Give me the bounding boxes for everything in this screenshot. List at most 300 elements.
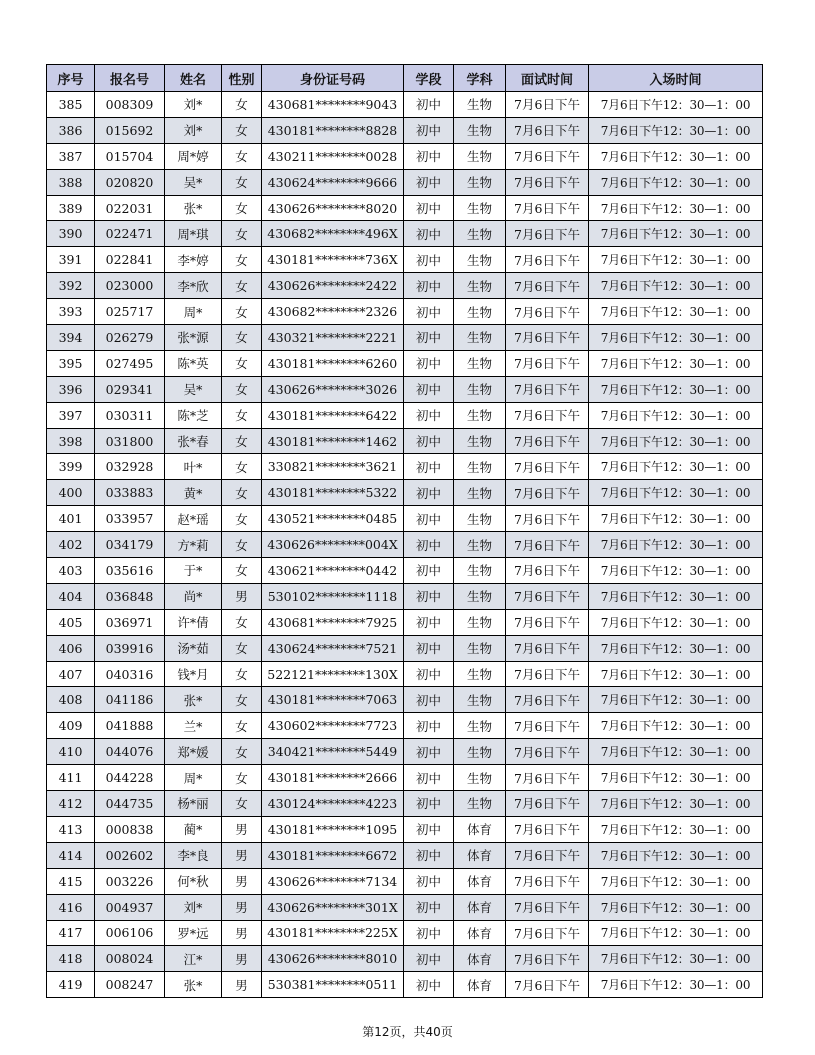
table-row bbox=[47, 661, 763, 687]
header-row bbox=[47, 65, 763, 92]
cell-subject: 生物 bbox=[454, 221, 506, 247]
cell-level: 初中 bbox=[404, 661, 454, 687]
cell-gender: 女 bbox=[222, 428, 262, 454]
cell-reg-no: 040316 bbox=[95, 661, 165, 687]
cell-name: 于* bbox=[165, 558, 222, 584]
cell-index: 402 bbox=[47, 532, 95, 558]
cell-interview-time: 7月6日下午 bbox=[506, 816, 589, 842]
cell-entry-time: 7月6日下午12：30—1：00 bbox=[589, 325, 763, 351]
cell-interview-time: 7月6日下午 bbox=[506, 791, 589, 817]
cell-interview-time: 7月6日下午 bbox=[506, 195, 589, 221]
cell-subject: 生物 bbox=[454, 454, 506, 480]
cell-level: 初中 bbox=[404, 169, 454, 195]
cell-index: 391 bbox=[47, 247, 95, 273]
table-row bbox=[47, 221, 763, 247]
cell-interview-time: 7月6日下午 bbox=[506, 868, 589, 894]
cell-entry-time: 7月6日下午12：30—1：00 bbox=[589, 532, 763, 558]
cell-gender: 女 bbox=[222, 635, 262, 661]
cell-level: 初中 bbox=[404, 92, 454, 118]
cell-gender: 女 bbox=[222, 92, 262, 118]
cell-name: 刘* bbox=[165, 894, 222, 920]
table-row bbox=[47, 635, 763, 661]
cell-gender: 女 bbox=[222, 247, 262, 273]
cell-gender: 男 bbox=[222, 816, 262, 842]
cell-index: 419 bbox=[47, 972, 95, 998]
cell-reg-no: 035616 bbox=[95, 558, 165, 584]
cell-gender: 女 bbox=[222, 532, 262, 558]
cell-level: 初中 bbox=[404, 558, 454, 584]
cell-interview-time: 7月6日下午 bbox=[506, 169, 589, 195]
cell-subject: 生物 bbox=[454, 350, 506, 376]
cell-subject: 体育 bbox=[454, 894, 506, 920]
cell-name: 罗*远 bbox=[165, 920, 222, 946]
cell-name: 叶* bbox=[165, 454, 222, 480]
cell-index: 416 bbox=[47, 894, 95, 920]
cell-name: 江* bbox=[165, 946, 222, 972]
cell-id-number: 530102********1118 bbox=[262, 583, 404, 609]
table-row bbox=[47, 143, 763, 169]
col-header-index: 序号 bbox=[47, 65, 95, 92]
cell-id-number: 430181********1462 bbox=[262, 428, 404, 454]
cell-level: 初中 bbox=[404, 583, 454, 609]
cell-entry-time: 7月6日下午12：30—1：00 bbox=[589, 350, 763, 376]
cell-name: 黄* bbox=[165, 480, 222, 506]
cell-level: 初中 bbox=[404, 480, 454, 506]
cell-interview-time: 7月6日下午 bbox=[506, 350, 589, 376]
cell-index: 417 bbox=[47, 920, 95, 946]
cell-gender: 女 bbox=[222, 325, 262, 351]
cell-subject: 体育 bbox=[454, 868, 506, 894]
col-header-id-number: 身份证号码 bbox=[262, 65, 404, 92]
cell-gender: 女 bbox=[222, 558, 262, 584]
cell-reg-no: 008024 bbox=[95, 946, 165, 972]
cell-reg-no: 029341 bbox=[95, 376, 165, 402]
cell-gender: 女 bbox=[222, 791, 262, 817]
col-header-interview-time: 面试时间 bbox=[506, 65, 589, 92]
cell-gender: 女 bbox=[222, 143, 262, 169]
cell-index: 407 bbox=[47, 661, 95, 687]
cell-gender: 女 bbox=[222, 713, 262, 739]
cell-reg-no: 002602 bbox=[95, 842, 165, 868]
cell-index: 395 bbox=[47, 350, 95, 376]
cell-name: 陈*英 bbox=[165, 350, 222, 376]
cell-interview-time: 7月6日下午 bbox=[506, 635, 589, 661]
cell-name: 李*良 bbox=[165, 842, 222, 868]
cell-entry-time: 7月6日下午12：30—1：00 bbox=[589, 428, 763, 454]
cell-interview-time: 7月6日下午 bbox=[506, 609, 589, 635]
cell-subject: 生物 bbox=[454, 558, 506, 584]
cell-entry-time: 7月6日下午12：30—1：00 bbox=[589, 299, 763, 325]
cell-reg-no: 003226 bbox=[95, 868, 165, 894]
cell-reg-no: 033883 bbox=[95, 480, 165, 506]
cell-level: 初中 bbox=[404, 765, 454, 791]
cell-entry-time: 7月6日下午12：30—1：00 bbox=[589, 687, 763, 713]
cell-interview-time: 7月6日下午 bbox=[506, 273, 589, 299]
cell-level: 初中 bbox=[404, 350, 454, 376]
table-row bbox=[47, 376, 763, 402]
cell-id-number: 430621********0442 bbox=[262, 558, 404, 584]
cell-index: 399 bbox=[47, 454, 95, 480]
cell-subject: 生物 bbox=[454, 376, 506, 402]
col-header-name: 姓名 bbox=[165, 65, 222, 92]
cell-index: 413 bbox=[47, 816, 95, 842]
table-row bbox=[47, 402, 763, 428]
cell-subject: 生物 bbox=[454, 273, 506, 299]
cell-index: 415 bbox=[47, 868, 95, 894]
col-header-gender: 性别 bbox=[222, 65, 262, 92]
cell-name: 张* bbox=[165, 687, 222, 713]
table-row bbox=[47, 791, 763, 817]
cell-reg-no: 027495 bbox=[95, 350, 165, 376]
cell-id-number: 530381********0511 bbox=[262, 972, 404, 998]
cell-gender: 女 bbox=[222, 376, 262, 402]
cell-index: 418 bbox=[47, 946, 95, 972]
table-row bbox=[47, 713, 763, 739]
cell-name: 许*倩 bbox=[165, 609, 222, 635]
cell-subject: 体育 bbox=[454, 816, 506, 842]
cell-interview-time: 7月6日下午 bbox=[506, 506, 589, 532]
cell-name: 赵*瑶 bbox=[165, 506, 222, 532]
cell-entry-time: 7月6日下午12：30—1：00 bbox=[589, 894, 763, 920]
cell-interview-time: 7月6日下午 bbox=[506, 117, 589, 143]
cell-entry-time: 7月6日下午12：30—1：00 bbox=[589, 868, 763, 894]
cell-subject: 生物 bbox=[454, 195, 506, 221]
table-row bbox=[47, 739, 763, 765]
cell-id-number: 430181********2666 bbox=[262, 765, 404, 791]
cell-level: 初中 bbox=[404, 713, 454, 739]
cell-name: 周*婷 bbox=[165, 143, 222, 169]
cell-id-number: 430681********7925 bbox=[262, 609, 404, 635]
cell-subject: 生物 bbox=[454, 532, 506, 558]
table-row bbox=[47, 195, 763, 221]
cell-index: 389 bbox=[47, 195, 95, 221]
roster-table bbox=[46, 64, 763, 998]
cell-subject: 生物 bbox=[454, 325, 506, 351]
cell-entry-time: 7月6日下午12：30—1：00 bbox=[589, 661, 763, 687]
cell-level: 初中 bbox=[404, 376, 454, 402]
cell-subject: 生物 bbox=[454, 765, 506, 791]
cell-interview-time: 7月6日下午 bbox=[506, 583, 589, 609]
cell-level: 初中 bbox=[404, 195, 454, 221]
cell-entry-time: 7月6日下午12：30—1：00 bbox=[589, 273, 763, 299]
cell-index: 385 bbox=[47, 92, 95, 118]
cell-interview-time: 7月6日下午 bbox=[506, 558, 589, 584]
col-header-reg-no: 报名号 bbox=[95, 65, 165, 92]
cell-subject: 生物 bbox=[454, 506, 506, 532]
cell-reg-no: 025717 bbox=[95, 299, 165, 325]
cell-level: 初中 bbox=[404, 739, 454, 765]
roster-body bbox=[47, 92, 763, 998]
cell-gender: 女 bbox=[222, 350, 262, 376]
cell-reg-no: 008247 bbox=[95, 972, 165, 998]
cell-name: 尚* bbox=[165, 583, 222, 609]
cell-subject: 生物 bbox=[454, 247, 506, 273]
cell-level: 初中 bbox=[404, 454, 454, 480]
cell-gender: 女 bbox=[222, 609, 262, 635]
cell-id-number: 430626********004X bbox=[262, 532, 404, 558]
cell-id-number: 430181********8828 bbox=[262, 117, 404, 143]
cell-index: 388 bbox=[47, 169, 95, 195]
cell-id-number: 430181********1095 bbox=[262, 816, 404, 842]
cell-gender: 女 bbox=[222, 454, 262, 480]
col-header-subject: 学科 bbox=[454, 65, 506, 92]
cell-interview-time: 7月6日下午 bbox=[506, 299, 589, 325]
cell-level: 初中 bbox=[404, 842, 454, 868]
cell-entry-time: 7月6日下午12：30—1：00 bbox=[589, 946, 763, 972]
cell-reg-no: 032928 bbox=[95, 454, 165, 480]
cell-entry-time: 7月6日下午12：30—1：00 bbox=[589, 169, 763, 195]
cell-entry-time: 7月6日下午12：30—1：00 bbox=[589, 221, 763, 247]
table-row bbox=[47, 583, 763, 609]
cell-level: 初中 bbox=[404, 791, 454, 817]
cell-id-number: 430124********4223 bbox=[262, 791, 404, 817]
cell-index: 390 bbox=[47, 221, 95, 247]
cell-level: 初中 bbox=[404, 117, 454, 143]
cell-entry-time: 7月6日下午12：30—1：00 bbox=[589, 247, 763, 273]
cell-id-number: 430681********9043 bbox=[262, 92, 404, 118]
cell-level: 初中 bbox=[404, 687, 454, 713]
cell-gender: 男 bbox=[222, 583, 262, 609]
cell-index: 387 bbox=[47, 143, 95, 169]
table-row bbox=[47, 558, 763, 584]
cell-gender: 女 bbox=[222, 221, 262, 247]
cell-index: 409 bbox=[47, 713, 95, 739]
cell-subject: 生物 bbox=[454, 739, 506, 765]
cell-gender: 男 bbox=[222, 868, 262, 894]
cell-reg-no: 031800 bbox=[95, 428, 165, 454]
cell-subject: 生物 bbox=[454, 402, 506, 428]
cell-id-number: 430181********6422 bbox=[262, 402, 404, 428]
cell-id-number: 430211********0028 bbox=[262, 143, 404, 169]
cell-gender: 女 bbox=[222, 506, 262, 532]
cell-entry-time: 7月6日下午12：30—1：00 bbox=[589, 117, 763, 143]
cell-entry-time: 7月6日下午12：30—1：00 bbox=[589, 920, 763, 946]
cell-reg-no: 039916 bbox=[95, 635, 165, 661]
cell-level: 初中 bbox=[404, 868, 454, 894]
cell-entry-time: 7月6日下午12：30—1：00 bbox=[589, 195, 763, 221]
cell-interview-time: 7月6日下午 bbox=[506, 972, 589, 998]
cell-id-number: 430682********496X bbox=[262, 221, 404, 247]
cell-interview-time: 7月6日下午 bbox=[506, 92, 589, 118]
cell-id-number: 430626********8020 bbox=[262, 195, 404, 221]
cell-level: 初中 bbox=[404, 273, 454, 299]
cell-index: 396 bbox=[47, 376, 95, 402]
cell-id-number: 340421********5449 bbox=[262, 739, 404, 765]
table-row bbox=[47, 765, 763, 791]
cell-interview-time: 7月6日下午 bbox=[506, 454, 589, 480]
cell-level: 初中 bbox=[404, 325, 454, 351]
cell-id-number: 430181********225X bbox=[262, 920, 404, 946]
cell-name: 张*源 bbox=[165, 325, 222, 351]
cell-entry-time: 7月6日下午12：30—1：00 bbox=[589, 635, 763, 661]
cell-name: 郑*媛 bbox=[165, 739, 222, 765]
table-row bbox=[47, 842, 763, 868]
cell-name: 吴* bbox=[165, 376, 222, 402]
cell-entry-time: 7月6日下午12：30—1：00 bbox=[589, 143, 763, 169]
cell-subject: 生物 bbox=[454, 687, 506, 713]
cell-index: 392 bbox=[47, 273, 95, 299]
table-row bbox=[47, 972, 763, 998]
cell-id-number: 330821********3621 bbox=[262, 454, 404, 480]
cell-id-number: 430682********2326 bbox=[262, 299, 404, 325]
table-row bbox=[47, 247, 763, 273]
cell-index: 394 bbox=[47, 325, 95, 351]
cell-name: 兰* bbox=[165, 713, 222, 739]
table-row bbox=[47, 506, 763, 532]
cell-gender: 女 bbox=[222, 739, 262, 765]
cell-entry-time: 7月6日下午12：30—1：00 bbox=[589, 791, 763, 817]
table-row bbox=[47, 169, 763, 195]
cell-id-number: 522121********130X bbox=[262, 661, 404, 687]
cell-entry-time: 7月6日下午12：30—1：00 bbox=[589, 609, 763, 635]
cell-reg-no: 008309 bbox=[95, 92, 165, 118]
table-row bbox=[47, 325, 763, 351]
cell-interview-time: 7月6日下午 bbox=[506, 325, 589, 351]
cell-reg-no: 036971 bbox=[95, 609, 165, 635]
cell-gender: 女 bbox=[222, 169, 262, 195]
cell-interview-time: 7月6日下午 bbox=[506, 739, 589, 765]
table-row bbox=[47, 117, 763, 143]
cell-reg-no: 036848 bbox=[95, 583, 165, 609]
cell-gender: 女 bbox=[222, 299, 262, 325]
cell-gender: 男 bbox=[222, 894, 262, 920]
cell-entry-time: 7月6日下午12：30—1：00 bbox=[589, 583, 763, 609]
table-row bbox=[47, 868, 763, 894]
cell-subject: 体育 bbox=[454, 946, 506, 972]
cell-interview-time: 7月6日下午 bbox=[506, 402, 589, 428]
cell-interview-time: 7月6日下午 bbox=[506, 661, 589, 687]
cell-name: 张*春 bbox=[165, 428, 222, 454]
cell-index: 393 bbox=[47, 299, 95, 325]
cell-entry-time: 7月6日下午12：30—1：00 bbox=[589, 713, 763, 739]
cell-id-number: 430521********0485 bbox=[262, 506, 404, 532]
cell-gender: 女 bbox=[222, 661, 262, 687]
cell-level: 初中 bbox=[404, 247, 454, 273]
cell-id-number: 430626********7134 bbox=[262, 868, 404, 894]
cell-gender: 男 bbox=[222, 946, 262, 972]
cell-reg-no: 044076 bbox=[95, 739, 165, 765]
table-row bbox=[47, 920, 763, 946]
cell-subject: 体育 bbox=[454, 842, 506, 868]
cell-name: 张* bbox=[165, 972, 222, 998]
cell-reg-no: 004937 bbox=[95, 894, 165, 920]
cell-reg-no: 020820 bbox=[95, 169, 165, 195]
cell-subject: 生物 bbox=[454, 635, 506, 661]
page-number: 第12页，共40页 bbox=[362, 1025, 453, 1039]
cell-name: 方*莉 bbox=[165, 532, 222, 558]
cell-level: 初中 bbox=[404, 221, 454, 247]
cell-subject: 生物 bbox=[454, 791, 506, 817]
cell-gender: 男 bbox=[222, 842, 262, 868]
table-row bbox=[47, 816, 763, 842]
cell-id-number: 430181********6672 bbox=[262, 842, 404, 868]
cell-level: 初中 bbox=[404, 506, 454, 532]
cell-level: 初中 bbox=[404, 402, 454, 428]
cell-id-number: 430181********7063 bbox=[262, 687, 404, 713]
cell-reg-no: 022471 bbox=[95, 221, 165, 247]
cell-entry-time: 7月6日下午12：30—1：00 bbox=[589, 972, 763, 998]
table-row bbox=[47, 609, 763, 635]
cell-subject: 生物 bbox=[454, 661, 506, 687]
cell-entry-time: 7月6日下午12：30—1：00 bbox=[589, 454, 763, 480]
cell-subject: 生物 bbox=[454, 169, 506, 195]
cell-entry-time: 7月6日下午12：30—1：00 bbox=[589, 402, 763, 428]
cell-reg-no: 006106 bbox=[95, 920, 165, 946]
table-row bbox=[47, 428, 763, 454]
cell-reg-no: 015692 bbox=[95, 117, 165, 143]
cell-entry-time: 7月6日下午12：30—1：00 bbox=[589, 506, 763, 532]
cell-index: 400 bbox=[47, 480, 95, 506]
cell-index: 410 bbox=[47, 739, 95, 765]
cell-subject: 体育 bbox=[454, 920, 506, 946]
cell-name: 何*秋 bbox=[165, 868, 222, 894]
cell-name: 周*琪 bbox=[165, 221, 222, 247]
cell-gender: 男 bbox=[222, 972, 262, 998]
table-row bbox=[47, 480, 763, 506]
cell-index: 397 bbox=[47, 402, 95, 428]
cell-reg-no: 044228 bbox=[95, 765, 165, 791]
cell-level: 初中 bbox=[404, 816, 454, 842]
table-row bbox=[47, 687, 763, 713]
cell-entry-time: 7月6日下午12：30—1：00 bbox=[589, 376, 763, 402]
table-row bbox=[47, 92, 763, 118]
cell-index: 401 bbox=[47, 506, 95, 532]
cell-reg-no: 041888 bbox=[95, 713, 165, 739]
cell-interview-time: 7月6日下午 bbox=[506, 247, 589, 273]
cell-interview-time: 7月6日下午 bbox=[506, 428, 589, 454]
cell-reg-no: 033957 bbox=[95, 506, 165, 532]
cell-gender: 女 bbox=[222, 687, 262, 713]
cell-id-number: 430181********5322 bbox=[262, 480, 404, 506]
cell-level: 初中 bbox=[404, 972, 454, 998]
cell-subject: 生物 bbox=[454, 428, 506, 454]
cell-subject: 生物 bbox=[454, 143, 506, 169]
cell-gender: 男 bbox=[222, 920, 262, 946]
cell-id-number: 430626********301X bbox=[262, 894, 404, 920]
cell-level: 初中 bbox=[404, 299, 454, 325]
cell-subject: 生物 bbox=[454, 117, 506, 143]
cell-interview-time: 7月6日下午 bbox=[506, 221, 589, 247]
cell-level: 初中 bbox=[404, 428, 454, 454]
cell-index: 412 bbox=[47, 791, 95, 817]
cell-level: 初中 bbox=[404, 532, 454, 558]
cell-id-number: 430626********3026 bbox=[262, 376, 404, 402]
cell-interview-time: 7月6日下午 bbox=[506, 143, 589, 169]
cell-index: 414 bbox=[47, 842, 95, 868]
cell-reg-no: 030311 bbox=[95, 402, 165, 428]
table-row bbox=[47, 273, 763, 299]
cell-subject: 生物 bbox=[454, 299, 506, 325]
cell-name: 周* bbox=[165, 765, 222, 791]
cell-entry-time: 7月6日下午12：30—1：00 bbox=[589, 739, 763, 765]
table-row bbox=[47, 454, 763, 480]
cell-name: 刘* bbox=[165, 92, 222, 118]
cell-name: 杨*丽 bbox=[165, 791, 222, 817]
cell-id-number: 430602********7723 bbox=[262, 713, 404, 739]
cell-reg-no: 041186 bbox=[95, 687, 165, 713]
cell-interview-time: 7月6日下午 bbox=[506, 532, 589, 558]
col-header-entry-time: 入场时间 bbox=[589, 65, 763, 92]
cell-level: 初中 bbox=[404, 920, 454, 946]
cell-gender: 女 bbox=[222, 195, 262, 221]
cell-reg-no: 000838 bbox=[95, 816, 165, 842]
table-row bbox=[47, 350, 763, 376]
cell-name: 李*婷 bbox=[165, 247, 222, 273]
cell-gender: 女 bbox=[222, 273, 262, 299]
cell-id-number: 430321********2221 bbox=[262, 325, 404, 351]
cell-name: 吴* bbox=[165, 169, 222, 195]
table-row bbox=[47, 894, 763, 920]
